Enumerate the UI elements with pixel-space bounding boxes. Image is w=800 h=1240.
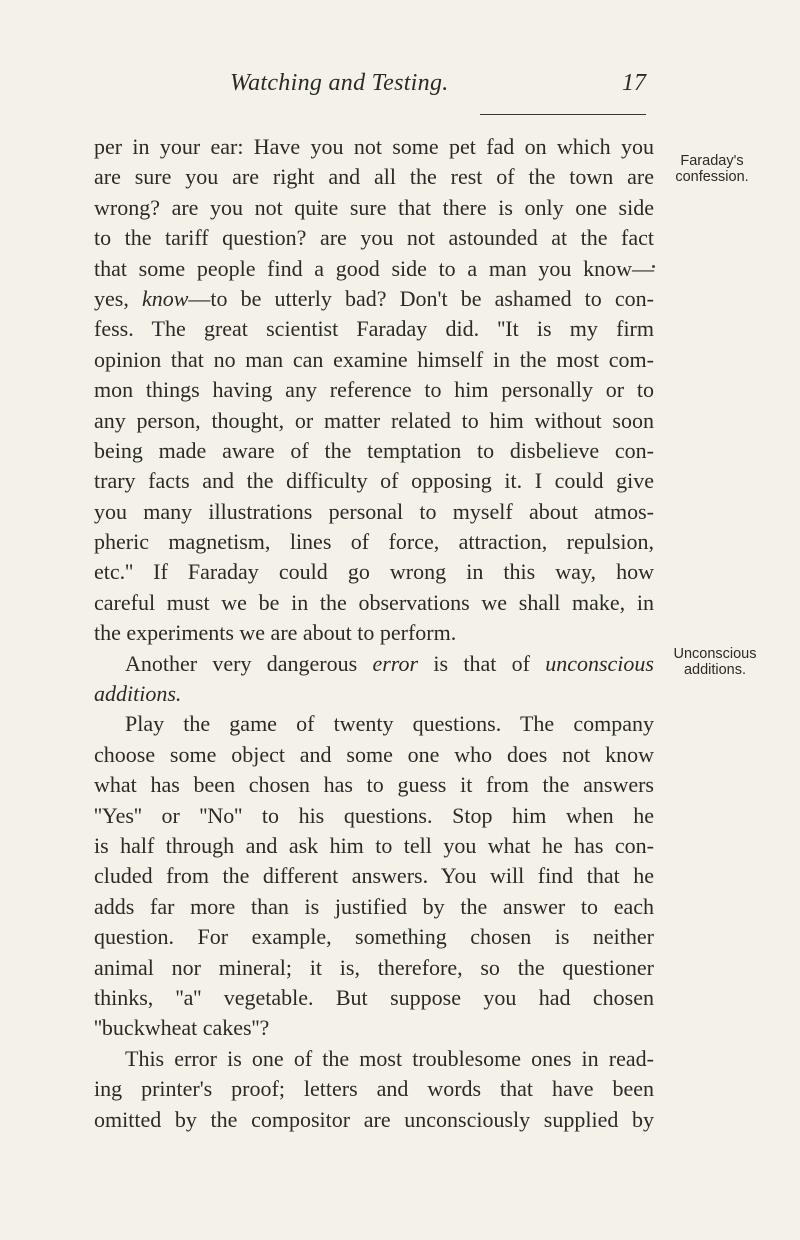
text-line: is half through and ask him to tell you what he has con- bbox=[94, 832, 654, 858]
text-line: to the tariff question? are you not astounded at the fact bbox=[94, 225, 654, 251]
text-line: wrong? are you not quite sure that there is only one side bbox=[94, 194, 654, 220]
text-line: animal nor mineral; it is, therefore, so the questioner bbox=[94, 954, 654, 980]
body-text bbox=[94, 132, 654, 1135]
text-line: omitted by the compositor are unconsciously supplied by bbox=[94, 1106, 654, 1132]
text-line: cluded from the different answers. You will find that he bbox=[94, 863, 654, 889]
text-line: careful must we be in the observations we shall make, in bbox=[94, 589, 654, 615]
sidenote-line: additions. bbox=[683, 662, 747, 678]
emphasis: unconscious bbox=[545, 650, 654, 676]
running-header bbox=[230, 70, 646, 120]
text-line: question. For example, something chosen is neither bbox=[94, 924, 654, 950]
text-line: the experiments we are about to perform. bbox=[94, 620, 457, 646]
text-line: pheric magnetism, lines of force, attraction, repulsion, bbox=[94, 529, 654, 555]
text-run: is that of bbox=[418, 650, 546, 676]
text-line: ing printer's proof; letters and words that have been bbox=[94, 1076, 654, 1102]
emphasis: error bbox=[372, 650, 419, 676]
text-line: ''buckwheat cakes''? bbox=[94, 1015, 270, 1041]
text-run: Another very dangerous bbox=[125, 650, 373, 676]
text-line: any person, thought, or matter related to him without soon bbox=[94, 407, 654, 433]
text-line bbox=[94, 284, 654, 314]
header-rule bbox=[480, 114, 646, 115]
text-line bbox=[94, 679, 654, 709]
text-line: trary facts and the difficulty of opposing it. I could give bbox=[94, 468, 654, 494]
emphasis: additions. bbox=[94, 681, 182, 707]
sidenote-line: confession. bbox=[675, 169, 749, 185]
text-line: mon things having any reference to him personally or to bbox=[94, 377, 654, 403]
text-line: you many illustrations personal to myself about atmos- bbox=[94, 498, 654, 524]
text-line: what has been chosen has to guess it from the answers bbox=[94, 772, 654, 798]
sidenote-unconscious-additions bbox=[672, 646, 758, 678]
text-line: fess. The great scientist Faraday did. ''It is my firm bbox=[94, 316, 654, 342]
sidenote-line: Faraday's bbox=[680, 153, 744, 169]
text-line bbox=[94, 649, 654, 679]
text-run: —to be utterly bad? Don't be ashamed to con- bbox=[188, 285, 654, 311]
text-line: that some people find a good side to a man you know— bbox=[94, 255, 654, 281]
emphasis: know bbox=[141, 285, 189, 311]
text-line: opinion that no man can examine himself in the most com- bbox=[94, 346, 654, 372]
text-line: etc.'' If Faraday could go wrong in this way, how bbox=[94, 559, 654, 585]
text-line: thinks, ''a'' vegetable. But suppose you had chosen bbox=[94, 984, 654, 1010]
text-line: This error is one of the most troublesome ones in read- bbox=[125, 1045, 654, 1071]
text-line: choose some object and some one who does not know bbox=[94, 741, 654, 767]
text-line: per in your ear: Have you not some pet fad on which you bbox=[94, 134, 654, 159]
page-number: 17 bbox=[622, 70, 646, 96]
text-line: Play the game of twenty questions. The company bbox=[125, 711, 654, 737]
sidenote-faradays-confession bbox=[664, 153, 760, 185]
running-title: Watching and Testing. bbox=[230, 70, 449, 96]
text-line: adds far more than is justified by the answer to each bbox=[94, 893, 654, 919]
sidenote-line: Unconscious bbox=[673, 646, 757, 662]
text-run: yes, bbox=[94, 285, 142, 311]
text-line: ''Yes'' or ''No'' to his questions. Stop him when he bbox=[94, 802, 654, 828]
text-line: are sure you are right and all the rest of the town are bbox=[94, 164, 654, 190]
text-line: being made aware of the temptation to disbelieve con- bbox=[94, 437, 654, 463]
